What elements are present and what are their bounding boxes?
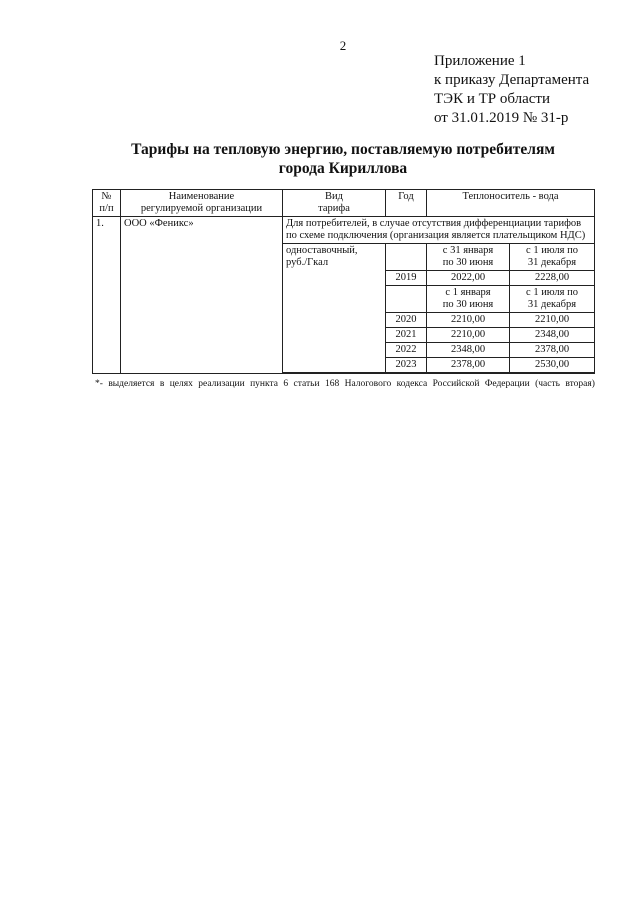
page-number: 2 xyxy=(339,38,347,53)
appendix-line-3: ТЭК и ТР области xyxy=(434,91,550,107)
appendix-line-1: Приложение 1 xyxy=(434,53,526,69)
period-2019-first xyxy=(427,244,510,271)
value-cell: 2348,00 xyxy=(510,328,595,343)
year-cell: 2020 xyxy=(386,313,427,328)
appendix-line-4: от 31.01.2019 № 31-р xyxy=(434,110,569,126)
header-org-line-1: Наименование xyxy=(168,191,235,202)
footnote xyxy=(95,379,595,389)
header-year: Год xyxy=(386,190,427,217)
period-line: 31 декабря xyxy=(527,257,577,268)
value-cell: 2210,00 xyxy=(427,328,510,343)
period-line: по 30 июня xyxy=(442,299,494,310)
value-cell: 2022,00 xyxy=(427,271,510,286)
appendix-header xyxy=(434,52,589,128)
title-line-1: Тарифы на тепловую энергию, поставляемую потребителям xyxy=(131,141,555,158)
header-org-line-2: регулируемой организации xyxy=(140,203,263,214)
value-cell: 2378,00 xyxy=(427,358,510,373)
tariff-table xyxy=(92,189,595,374)
value-cell: 2228,00 xyxy=(510,271,595,286)
period-later-first xyxy=(427,286,510,313)
footnote-word: *- xyxy=(95,379,103,389)
header-num-line-1: № xyxy=(101,191,112,202)
footnote-word: 168 xyxy=(324,379,340,389)
tariff-type-line-2: руб./Гкал xyxy=(286,257,329,268)
footnote-word: (часть xyxy=(535,379,560,389)
header-type xyxy=(283,190,386,217)
footnote-word: пункта xyxy=(250,379,278,389)
period-2019-second xyxy=(510,244,595,271)
row-num: 1. xyxy=(93,217,121,374)
footnote-word: Федерации xyxy=(484,379,530,389)
footnote-word: реализации xyxy=(198,379,245,389)
tariff-type xyxy=(283,244,386,373)
footnote-word: Российской xyxy=(432,379,480,389)
year-cell-empty xyxy=(386,286,427,313)
footnote-word: в xyxy=(159,379,165,389)
table-row xyxy=(93,217,595,244)
table-spacer xyxy=(283,373,595,374)
header-org xyxy=(121,190,283,217)
period-line: с 1 января xyxy=(445,287,491,298)
year-cell: 2019 xyxy=(386,271,427,286)
value-cell: 2378,00 xyxy=(510,343,595,358)
header-num-line-2: п/п xyxy=(99,203,114,214)
period-line: с 1 июля по xyxy=(526,245,578,256)
footnote-word: вторая) xyxy=(565,379,595,389)
period-line: 31 декабря xyxy=(527,299,577,310)
row-org: ООО «Феникс» xyxy=(121,217,283,374)
footnote-word: Налогового xyxy=(344,379,392,389)
footnote-word: статьи xyxy=(293,379,320,389)
year-cell-empty xyxy=(386,244,427,271)
value-cell: 2348,00 xyxy=(427,343,510,358)
year-cell: 2022 xyxy=(386,343,427,358)
consumers-note: Для потребителей, в случае отсутствия дифференциации тарифов по схеме подключения (организация является плательщиком НДС) xyxy=(283,217,595,244)
title-line-2: города Кириллова xyxy=(278,160,408,177)
year-cell: 2023 xyxy=(386,358,427,373)
value-cell: 2210,00 xyxy=(427,313,510,328)
header-num xyxy=(93,190,121,217)
header-type-line-2: тарифа xyxy=(318,203,350,214)
period-line: с 1 июля по xyxy=(526,287,578,298)
document-title xyxy=(0,140,640,178)
tariff-type-line-1: одноставочный, xyxy=(286,245,358,256)
period-line: по 30 июня xyxy=(442,257,494,268)
table-header-row xyxy=(93,190,595,217)
appendix-line-2: к приказу Департамента xyxy=(434,72,590,88)
value-cell: 2210,00 xyxy=(510,313,595,328)
footnote-word: целях xyxy=(169,379,193,389)
header-carrier: Теплоноситель - вода xyxy=(427,190,595,217)
footnote-word: 6 xyxy=(283,379,289,389)
period-line: с 31 января xyxy=(442,245,494,256)
footnote-word: кодекса xyxy=(396,379,428,389)
footnote-word: выделяется xyxy=(108,379,155,389)
period-later-second xyxy=(510,286,595,313)
year-cell: 2021 xyxy=(386,328,427,343)
header-type-line-1: Вид xyxy=(325,191,343,202)
value-cell: 2530,00 xyxy=(510,358,595,373)
